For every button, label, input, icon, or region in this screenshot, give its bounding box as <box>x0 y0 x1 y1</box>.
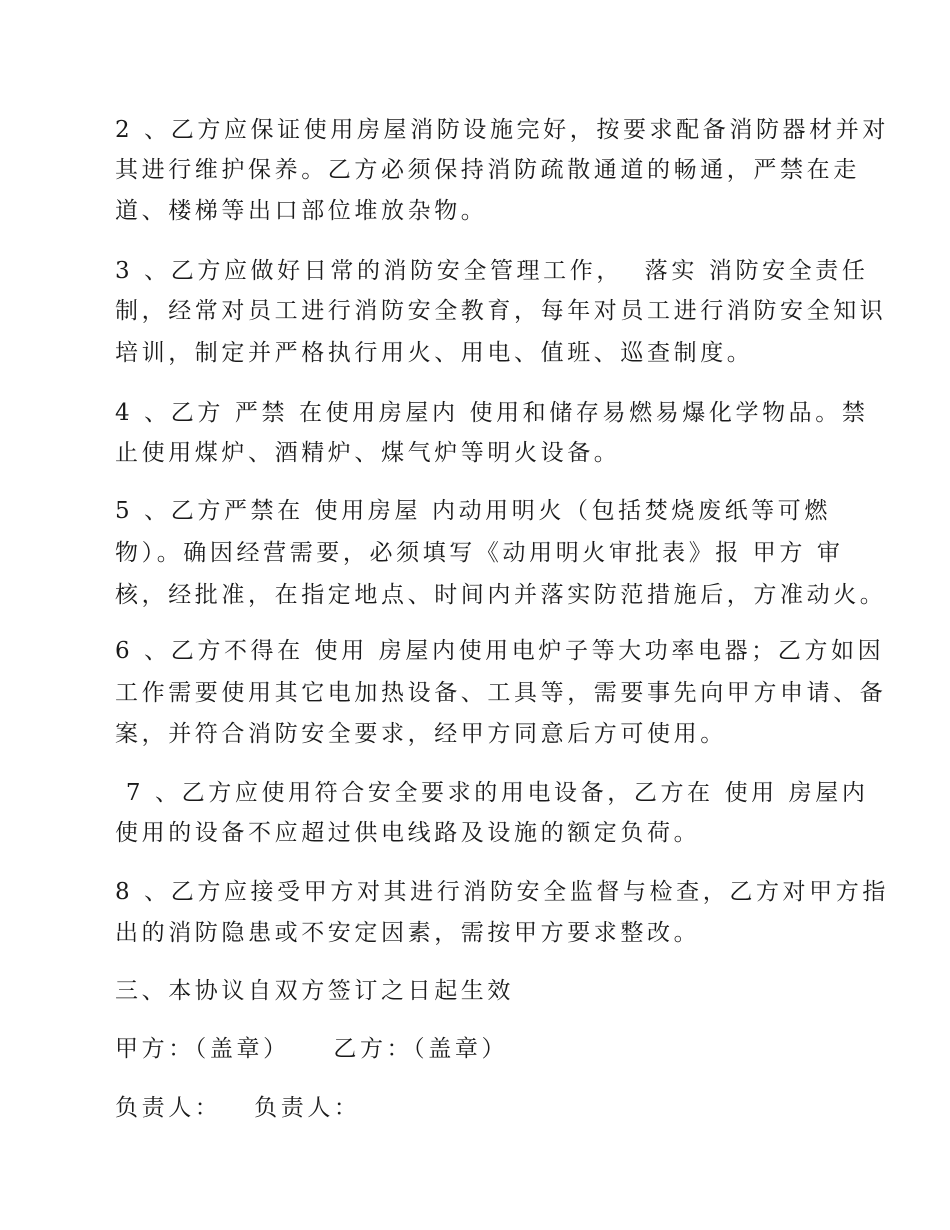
section-three-heading: 三、本协议自双方签订之日起生效 <box>115 978 514 1004</box>
clause-8-line-2: 出的消防隐患或不安定因素，需按甲方要求整改。 <box>115 920 701 946</box>
clause-2-line-2: 其进行维护保养。乙方必须保持消防疏散通道的畅通，严禁在走 <box>115 157 860 183</box>
clause-4-line-2: 止使用煤炉、酒精炉、煤气炉等明火设备。 <box>115 440 621 466</box>
clause-5-line-1: 5 、乙方严禁在 使用房屋 内动用明火（包括焚烧废纸等可燃 <box>115 498 831 524</box>
clause-3-line-2: 制，经常对员工进行消防安全教育，每年对员工进行消防安全知识 <box>115 298 887 324</box>
clause-6-line-1: 6 、乙方不得在 使用 房屋内使用电炉子等大功率电器；乙方如因 <box>115 638 885 664</box>
clause-3-line-3: 培训，制定并严格执行用火、用电、值班、巡查制度。 <box>115 340 754 366</box>
signature-person-line: 负责人： 负责人： <box>115 1095 361 1121</box>
clause-3-line-1: 3 、乙方应做好日常的消防安全管理工作， 落实 消防安全责任 <box>115 258 869 284</box>
clause-7-line-1: 7 、乙方应使用符合安全要求的用电设备，乙方在 使用 房屋内 <box>115 780 869 806</box>
clause-2-line-1: 2 、乙方应保证使用房屋消防设施完好，按要求配备消防器材并对 <box>115 117 889 143</box>
clause-7-line-2: 使用的设备不应超过供电线路及设施的额定负荷。 <box>115 820 701 846</box>
clause-5-line-3: 核，经批准，在指定地点、时间内并落实防范措施后，方准动火。 <box>115 582 887 608</box>
clause-6-line-2: 工作需要使用其它电加热设备、工具等，需要事先向甲方申请、备 <box>115 680 887 706</box>
clause-8-line-1: 8 、乙方应接受甲方对其进行消防安全监督与检查，乙方对甲方指 <box>115 879 889 905</box>
clause-2-line-3: 道、楼梯等出口部位堆放杂物。 <box>115 198 488 224</box>
clause-5-line-2: 物）。确因经营需要，必须填写《动用明火审批表》报 甲方 审 <box>115 540 844 566</box>
signature-seal-line: 甲方：（盖章） 乙方：（盖章） <box>115 1036 509 1062</box>
clause-4-line-1: 4 、乙方 严禁 在使用房屋内 使用和储存易燃易爆化学物品。禁 <box>115 400 869 426</box>
clause-6-line-3: 案，并符合消防安全要求，经甲方同意后方可使用。 <box>115 721 727 747</box>
